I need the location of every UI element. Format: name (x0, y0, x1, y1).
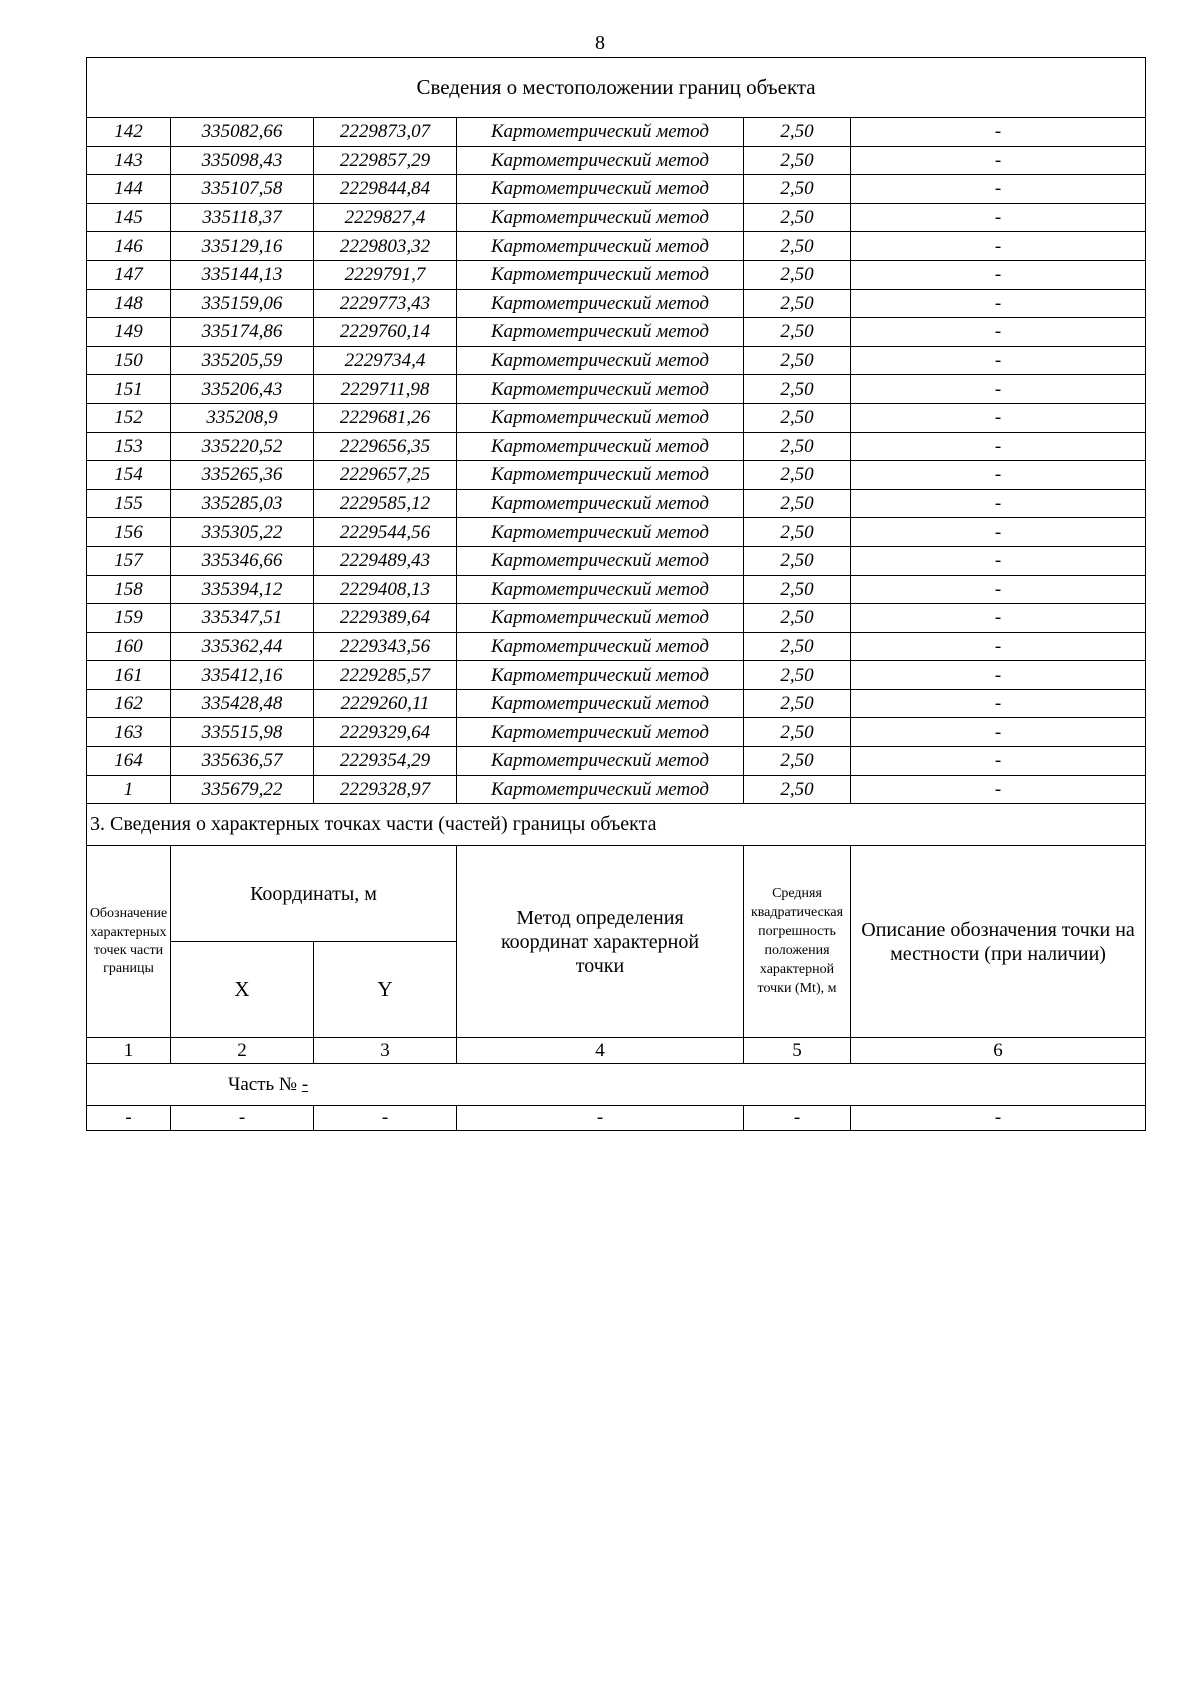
point-cell: 148 (87, 289, 171, 318)
y-coordinate-cell: 2229873,07 (314, 118, 457, 147)
table-row (87, 718, 1146, 747)
y-coordinate-cell: 2229285,57 (314, 661, 457, 690)
x-coordinate-cell: 335285,03 (171, 489, 314, 518)
description-cell: - (851, 575, 1146, 604)
table-row (87, 375, 1146, 404)
x-coordinate-cell: 335347,51 (171, 604, 314, 633)
empty-cell: - (457, 1106, 744, 1131)
table-row (87, 203, 1146, 232)
table-row (87, 461, 1146, 490)
method-cell: Картометрический метод (457, 718, 744, 747)
boundary-table (86, 57, 1146, 1131)
point-cell: 160 (87, 632, 171, 661)
error-cell: 2,50 (744, 318, 851, 347)
table-row (87, 118, 1146, 147)
point-cell: 1 (87, 775, 171, 804)
table-row (87, 689, 1146, 718)
x-coordinate-cell: 335394,12 (171, 575, 314, 604)
x-coordinate-cell: 335107,58 (171, 175, 314, 204)
column-number: 3 (314, 1038, 457, 1064)
section3-header-row (87, 846, 1146, 942)
boundary-title-row (87, 58, 1146, 118)
boundary-title: Сведения о местоположении границ объекта (87, 58, 1146, 118)
error-cell: 2,50 (744, 289, 851, 318)
description-cell: - (851, 289, 1146, 318)
point-cell: 154 (87, 461, 171, 490)
point-cell: 142 (87, 118, 171, 147)
x-coordinate-cell: 335515,98 (171, 718, 314, 747)
description-cell: - (851, 175, 1146, 204)
method-cell: Картометрический метод (457, 118, 744, 147)
point-cell: 163 (87, 718, 171, 747)
y-coordinate-cell: 2229681,26 (314, 403, 457, 432)
y-coordinate-cell: 2229760,14 (314, 318, 457, 347)
error-cell: 2,50 (744, 489, 851, 518)
error-cell: 2,50 (744, 575, 851, 604)
empty-cell: - (851, 1106, 1146, 1131)
table-row (87, 518, 1146, 547)
y-coordinate-cell: 2229656,35 (314, 432, 457, 461)
method-cell: Картометрический метод (457, 175, 744, 204)
y-coordinate-cell: 2229585,12 (314, 489, 457, 518)
y-coordinate-cell: 2229544,56 (314, 518, 457, 547)
error-cell: 2,50 (744, 432, 851, 461)
error-cell: 2,50 (744, 260, 851, 289)
x-coordinate-cell: 335082,66 (171, 118, 314, 147)
error-cell: 2,50 (744, 375, 851, 404)
table-row (87, 575, 1146, 604)
table-row (87, 146, 1146, 175)
description-cell: - (851, 604, 1146, 633)
empty-cell: - (171, 1106, 314, 1131)
method-cell: Картометрический метод (457, 661, 744, 690)
method-cell: Картометрический метод (457, 146, 744, 175)
y-coordinate-cell: 2229791,7 (314, 260, 457, 289)
description-cell: - (851, 632, 1146, 661)
x-coordinate-cell: 335129,16 (171, 232, 314, 261)
table-row (87, 403, 1146, 432)
table-row (87, 432, 1146, 461)
y-coordinate-cell: 2229260,11 (314, 689, 457, 718)
method-cell: Картометрический метод (457, 689, 744, 718)
x-coordinate-cell: 335205,59 (171, 346, 314, 375)
column-number: 5 (744, 1038, 851, 1064)
point-cell: 151 (87, 375, 171, 404)
x-coordinate-cell: 335174,86 (171, 318, 314, 347)
error-cell: 2,50 (744, 403, 851, 432)
part-row (87, 1064, 1146, 1106)
description-cell: - (851, 318, 1146, 347)
table-row (87, 1106, 1146, 1131)
error-cell: 2,50 (744, 232, 851, 261)
point-cell: 164 (87, 747, 171, 776)
x-coordinate-cell: 335206,43 (171, 375, 314, 404)
error-cell: 2,50 (744, 175, 851, 204)
y-coordinate-cell: 2229827,4 (314, 203, 457, 232)
method-cell: Картометрический метод (457, 775, 744, 804)
error-header: Средняя квадратическая погрешность положения характерной точки (Mt), м (744, 846, 851, 1038)
method-cell: Картометрический метод (457, 260, 744, 289)
y-coordinate-cell: 2229354,29 (314, 747, 457, 776)
error-cell: 2,50 (744, 518, 851, 547)
method-cell: Картометрический метод (457, 318, 744, 347)
x-coordinate-cell: 335208,9 (171, 403, 314, 432)
empty-cell: - (314, 1106, 457, 1131)
y-coordinate-cell: 2229857,29 (314, 146, 457, 175)
description-cell: - (851, 375, 1146, 404)
part-number: - (301, 1073, 309, 1095)
description-cell: - (851, 260, 1146, 289)
description-cell: - (851, 403, 1146, 432)
x-coordinate-cell: 335428,48 (171, 689, 314, 718)
table-row (87, 175, 1146, 204)
table-row (87, 289, 1146, 318)
empty-cell: - (744, 1106, 851, 1131)
table-row (87, 604, 1146, 633)
x-coordinate-cell: 335098,43 (171, 146, 314, 175)
x-coordinate-cell: 335412,16 (171, 661, 314, 690)
description-cell: - (851, 689, 1146, 718)
table-row (87, 346, 1146, 375)
y-coordinate-cell: 2229328,97 (314, 775, 457, 804)
description-cell: - (851, 775, 1146, 804)
error-cell: 2,50 (744, 775, 851, 804)
point-cell: 162 (87, 689, 171, 718)
method-cell: Картометрический метод (457, 403, 744, 432)
x-coordinate-cell: 335144,13 (171, 260, 314, 289)
description-cell: - (851, 118, 1146, 147)
y-coordinate-cell: 2229844,84 (314, 175, 457, 204)
part-label-cell (87, 1064, 1146, 1106)
error-cell: 2,50 (744, 747, 851, 776)
method-cell: Картометрический метод (457, 346, 744, 375)
error-cell: 2,50 (744, 346, 851, 375)
table-row (87, 232, 1146, 261)
method-cell: Картометрический метод (457, 461, 744, 490)
error-cell: 2,50 (744, 118, 851, 147)
method-cell: Картометрический метод (457, 375, 744, 404)
x-coordinate-cell: 335159,06 (171, 289, 314, 318)
section3-title: 3. Сведения о характерных точках части (частей) границы объекта (87, 804, 1146, 846)
method-cell: Картометрический метод (457, 604, 744, 633)
column-numbers-row (87, 1038, 1146, 1064)
x-coordinate-cell: 335220,52 (171, 432, 314, 461)
column-number: 1 (87, 1038, 171, 1064)
error-cell: 2,50 (744, 632, 851, 661)
x-coordinate-cell: 335679,22 (171, 775, 314, 804)
x-coordinate-cell: 335346,66 (171, 546, 314, 575)
description-cell: - (851, 546, 1146, 575)
y-coordinate-cell: 2229389,64 (314, 604, 457, 633)
description-cell: - (851, 489, 1146, 518)
method-cell: Картометрический метод (457, 575, 744, 604)
x-coordinate-cell: 335636,57 (171, 747, 314, 776)
part-label: Часть № (228, 1073, 298, 1095)
description-cell: - (851, 661, 1146, 690)
coordinates-header: Координаты, м (171, 846, 457, 942)
table-row (87, 489, 1146, 518)
table-row (87, 747, 1146, 776)
designation-header: Обозначение характерных точек части границы (87, 846, 171, 1038)
table-row (87, 546, 1146, 575)
empty-cell: - (87, 1106, 171, 1131)
error-cell: 2,50 (744, 203, 851, 232)
point-cell: 147 (87, 260, 171, 289)
point-cell: 155 (87, 489, 171, 518)
y-coordinate-cell: 2229734,4 (314, 346, 457, 375)
x-coordinate-cell: 335118,37 (171, 203, 314, 232)
description-cell: - (851, 232, 1146, 261)
point-cell: 153 (87, 432, 171, 461)
description-cell: - (851, 461, 1146, 490)
description-cell: - (851, 718, 1146, 747)
page-number: 8 (595, 32, 605, 54)
y-coordinate-cell: 2229773,43 (314, 289, 457, 318)
method-cell: Картометрический метод (457, 747, 744, 776)
description-cell: - (851, 203, 1146, 232)
table-row (87, 661, 1146, 690)
error-cell: 2,50 (744, 604, 851, 633)
point-cell: 152 (87, 403, 171, 432)
column-number: 4 (457, 1038, 744, 1064)
method-cell: Картометрический метод (457, 546, 744, 575)
error-cell: 2,50 (744, 146, 851, 175)
point-cell: 158 (87, 575, 171, 604)
point-cell: 143 (87, 146, 171, 175)
description-cell: - (851, 346, 1146, 375)
method-cell: Картометрический метод (457, 289, 744, 318)
description-header: Описание обозначения точки на местности (при наличии) (851, 846, 1146, 1038)
point-cell: 145 (87, 203, 171, 232)
point-cell: 144 (87, 175, 171, 204)
table-row (87, 318, 1146, 347)
point-cell: 157 (87, 546, 171, 575)
method-header: Метод определения координат характерной точки (457, 846, 744, 1038)
table-row (87, 632, 1146, 661)
y-coordinate-cell: 2229657,25 (314, 461, 457, 490)
description-cell: - (851, 518, 1146, 547)
table-row (87, 260, 1146, 289)
table-row (87, 775, 1146, 804)
point-cell: 146 (87, 232, 171, 261)
method-cell: Картометрический метод (457, 489, 744, 518)
point-cell: 156 (87, 518, 171, 547)
column-number: 6 (851, 1038, 1146, 1064)
column-number: 2 (171, 1038, 314, 1064)
method-cell: Картометрический метод (457, 632, 744, 661)
point-cell: 149 (87, 318, 171, 347)
method-cell: Картометрический метод (457, 203, 744, 232)
x-coordinate-cell: 335305,22 (171, 518, 314, 547)
error-cell: 2,50 (744, 718, 851, 747)
description-cell: - (851, 146, 1146, 175)
x-coordinate-cell: 335362,44 (171, 632, 314, 661)
y-coordinate-cell: 2229803,32 (314, 232, 457, 261)
point-cell: 161 (87, 661, 171, 690)
error-cell: 2,50 (744, 546, 851, 575)
y-header: Y (314, 942, 457, 1038)
y-coordinate-cell: 2229329,64 (314, 718, 457, 747)
description-cell: - (851, 747, 1146, 776)
y-coordinate-cell: 2229711,98 (314, 375, 457, 404)
method-cell: Картометрический метод (457, 232, 744, 261)
description-cell: - (851, 432, 1146, 461)
point-cell: 159 (87, 604, 171, 633)
point-cell: 150 (87, 346, 171, 375)
section3-title-row (87, 804, 1146, 846)
method-cell: Картометрический метод (457, 518, 744, 547)
y-coordinate-cell: 2229343,56 (314, 632, 457, 661)
error-cell: 2,50 (744, 661, 851, 690)
y-coordinate-cell: 2229489,43 (314, 546, 457, 575)
method-cell: Картометрический метод (457, 432, 744, 461)
y-coordinate-cell: 2229408,13 (314, 575, 457, 604)
x-header: X (171, 942, 314, 1038)
error-cell: 2,50 (744, 461, 851, 490)
error-cell: 2,50 (744, 689, 851, 718)
x-coordinate-cell: 335265,36 (171, 461, 314, 490)
